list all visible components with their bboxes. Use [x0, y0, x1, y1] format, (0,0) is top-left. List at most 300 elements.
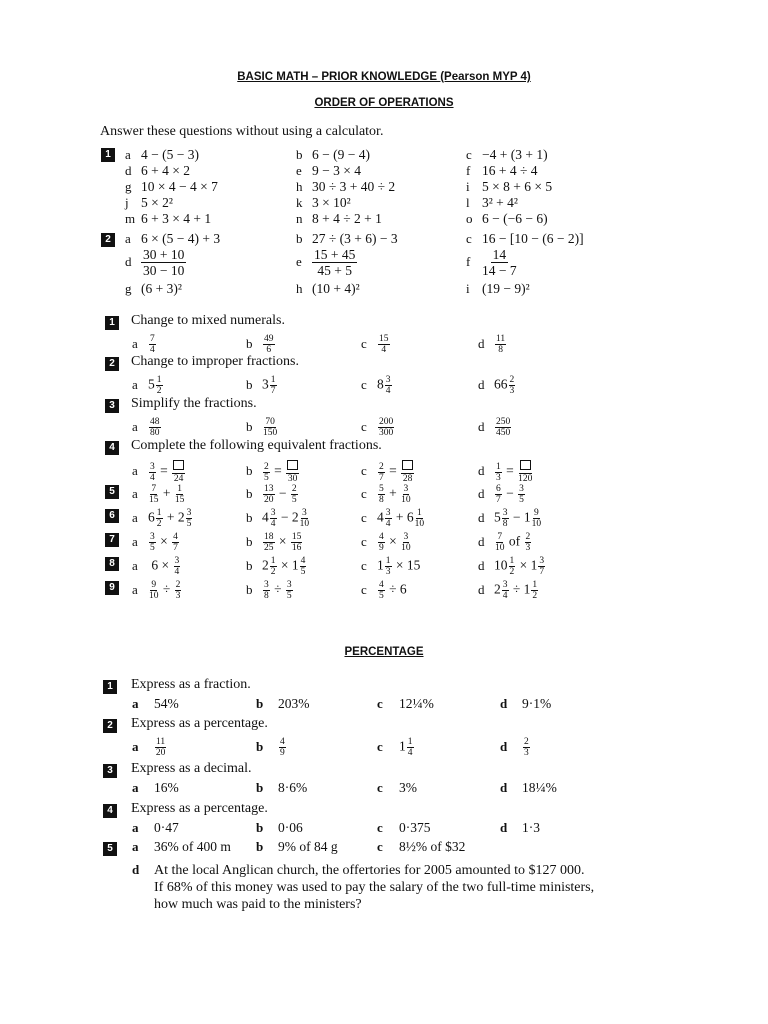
- term: ×: [277, 557, 292, 573]
- denominator: 3: [524, 748, 529, 758]
- question-item: [132, 862, 154, 878]
- numerator: 1: [156, 508, 162, 518]
- question-item: [361, 580, 407, 601]
- question-item: [361, 375, 393, 396]
- denominator: 2: [156, 519, 162, 529]
- question-item: [377, 696, 434, 712]
- question-number-box: 3: [105, 399, 119, 413]
- question-item: [132, 532, 180, 553]
- question-item: [466, 179, 552, 195]
- term: 4: [262, 509, 269, 525]
- answer-value: 36% of 400 m: [154, 839, 231, 854]
- item-letter: b: [256, 839, 264, 854]
- question-number-box: 1: [101, 148, 115, 162]
- question-number-box: 3: [103, 764, 117, 778]
- fraction: [286, 580, 293, 601]
- question-number-box: 2: [101, 233, 115, 247]
- answer-value: 0·375: [399, 820, 431, 835]
- fraction: [378, 532, 385, 553]
- term: 4: [377, 509, 384, 525]
- numerator: 4: [280, 737, 285, 747]
- whole-number: 5: [148, 376, 155, 392]
- question-item: [246, 556, 307, 577]
- item-letter: c: [466, 231, 472, 246]
- numerator: 1: [385, 556, 391, 566]
- item-letter: a: [132, 581, 138, 597]
- term: ×: [385, 533, 401, 549]
- denominator: 5: [300, 567, 306, 577]
- question-item: [478, 417, 512, 438]
- term: of: [505, 533, 524, 549]
- item-letter: d: [478, 418, 485, 434]
- numerator-blank: [401, 460, 414, 474]
- question-text: Change to mixed numerals.: [131, 313, 285, 328]
- fraction: [378, 462, 385, 483]
- denominator: 5: [186, 519, 192, 529]
- equals-sign: =: [385, 463, 401, 479]
- expression: 6 × (5 − 4) + 3: [141, 231, 221, 246]
- question-item: [478, 484, 526, 505]
- fraction: [291, 484, 298, 505]
- fraction: [482, 247, 517, 278]
- fraction: [495, 532, 505, 553]
- denominator: 30 − 10: [143, 263, 185, 278]
- expression: (6 + 3)²: [141, 281, 182, 296]
- numerator: 3: [270, 508, 276, 518]
- numerator: 18: [264, 532, 274, 542]
- answer-value: 203%: [278, 696, 310, 711]
- denominator: 5: [379, 591, 384, 601]
- question-item: [296, 163, 361, 179]
- question-item: [500, 737, 531, 758]
- fraction: [149, 580, 159, 601]
- order-instructions: Answer these questions without using a calculator.: [100, 124, 384, 139]
- item-letter: b: [246, 463, 253, 479]
- question-item: [361, 508, 425, 529]
- answer-value: 9% of 84 g: [278, 839, 338, 854]
- question-number-box: 2: [105, 357, 119, 371]
- numerator: 11: [156, 737, 166, 747]
- question-item: [256, 696, 310, 712]
- numerator: 5: [379, 484, 384, 494]
- question-item: [478, 460, 533, 484]
- fraction: [378, 334, 390, 355]
- question-item: [377, 780, 417, 796]
- expression: 5 × 8 + 6 × 5: [482, 179, 553, 194]
- item-letter: n: [296, 211, 303, 226]
- answer-box: [173, 460, 184, 470]
- question-item: [361, 460, 415, 484]
- fraction: [407, 737, 414, 758]
- item-letter: b: [246, 418, 253, 434]
- denominator: 5: [519, 495, 524, 505]
- question-item: [246, 508, 310, 529]
- denominator: 10: [495, 543, 505, 553]
- item-letter: d: [132, 862, 140, 877]
- item-letter: d: [478, 335, 485, 351]
- item-letter: d: [500, 820, 508, 835]
- fraction: [174, 556, 181, 577]
- question-text: Complete the following equivalent fractions.: [131, 438, 382, 453]
- term: −: [275, 485, 290, 501]
- question-item: [246, 375, 278, 396]
- item-letter: b: [256, 780, 264, 795]
- denominator: 150: [263, 428, 278, 438]
- question-item: [132, 780, 179, 796]
- answer-value: 8½% of $32: [399, 839, 466, 854]
- denominator: 8: [502, 519, 508, 529]
- equals-sign: =: [156, 463, 172, 479]
- item-letter: c: [361, 581, 367, 597]
- question-item: [361, 556, 420, 577]
- denominator: 5: [264, 472, 269, 483]
- expression: 4 − (5 − 3): [141, 147, 199, 162]
- question-item: [246, 417, 278, 438]
- numerator: 7: [151, 484, 157, 494]
- numerator: 3: [539, 556, 545, 566]
- question-item: [125, 147, 199, 163]
- item-letter: c: [361, 463, 367, 479]
- question-item: [125, 247, 186, 278]
- answer-value: 0·47: [154, 820, 179, 835]
- item-letter: b: [246, 557, 253, 573]
- fraction: [175, 484, 185, 505]
- fraction: [149, 532, 156, 553]
- question-number-box: 2: [103, 719, 117, 733]
- term: 10: [494, 557, 508, 573]
- fraction: [172, 532, 179, 553]
- denominator: 2: [532, 591, 538, 601]
- fraction: [149, 484, 159, 505]
- item-letter: m: [125, 211, 136, 226]
- denominator: 5: [286, 591, 292, 601]
- item-letter: b: [256, 820, 264, 835]
- item-letter: a: [132, 376, 138, 392]
- item-letter: c: [377, 780, 383, 795]
- answer-box: [402, 460, 413, 470]
- question-item: [478, 334, 507, 355]
- question-item: [132, 737, 167, 758]
- numerator: 9: [534, 508, 539, 518]
- numerator: 3: [385, 508, 391, 518]
- item-letter: h: [296, 179, 303, 194]
- denominator: 7: [496, 495, 501, 505]
- question-item: [296, 179, 395, 195]
- expression: 16 + 4 ÷ 4: [482, 163, 538, 178]
- word-problem-text: [154, 862, 594, 913]
- fraction: [518, 460, 532, 484]
- question-item: [478, 532, 532, 553]
- question-item: [361, 532, 412, 553]
- item-letter: c: [377, 839, 383, 854]
- question-item: [125, 195, 173, 211]
- item-letter: b: [256, 696, 264, 711]
- item-letter: k: [296, 195, 303, 210]
- fraction: [378, 417, 394, 438]
- numerator: 2: [525, 532, 531, 542]
- fraction: [263, 334, 275, 355]
- term: ×: [516, 557, 531, 573]
- word-problem-line: how much was paid to the ministers?: [154, 897, 362, 912]
- question-item: [132, 508, 193, 529]
- item-letter: a: [132, 335, 138, 351]
- answer-value: 8·6%: [278, 780, 308, 795]
- term: 1: [291, 557, 299, 573]
- question-item: [296, 195, 351, 211]
- question-item: [296, 211, 382, 227]
- question-item: [478, 375, 516, 396]
- fraction: [502, 580, 509, 601]
- item-letter: d: [500, 696, 508, 711]
- denominator: 25: [264, 543, 274, 553]
- question-item: [466, 195, 518, 211]
- denominator: 4: [150, 472, 155, 483]
- item-letter: c: [361, 376, 367, 392]
- term: −: [509, 509, 524, 525]
- question-item: [132, 484, 185, 505]
- numerator: 11: [496, 334, 506, 344]
- numerator: 3: [302, 508, 307, 518]
- numerator: 1: [417, 508, 422, 518]
- item-letter: i: [466, 281, 470, 296]
- item-letter: j: [125, 195, 129, 210]
- item-letter: d: [500, 780, 508, 795]
- fraction: [495, 462, 502, 483]
- fraction: [263, 580, 270, 601]
- term: ×: [156, 533, 172, 549]
- fraction: [509, 556, 516, 577]
- question-item: [478, 556, 546, 577]
- fraction: [312, 247, 357, 278]
- question-number-box: 7: [105, 533, 119, 547]
- numerator: 2: [379, 461, 384, 472]
- numerator: 15: [379, 334, 389, 344]
- item-letter: a: [132, 738, 139, 754]
- question-item: [466, 231, 584, 247]
- answer-value: 18¼%: [522, 780, 557, 795]
- question-item: [296, 231, 398, 247]
- fraction: [525, 532, 532, 553]
- item-letter: b: [246, 376, 253, 392]
- denominator: 2: [270, 567, 276, 577]
- question-item: [125, 281, 182, 297]
- numerator: 3: [519, 484, 524, 494]
- denominator: 120: [518, 474, 533, 484]
- answer-value: 3%: [399, 780, 417, 795]
- fraction: [300, 508, 310, 529]
- term: 2: [291, 509, 299, 525]
- question-text: Simplify the fractions.: [131, 396, 257, 411]
- numerator: 3: [264, 580, 269, 590]
- fraction: [175, 580, 182, 601]
- item-letter: a: [132, 509, 138, 525]
- numerator: 3: [186, 508, 192, 518]
- numerator: 3: [502, 580, 508, 590]
- item-letter: f: [466, 163, 471, 178]
- numerator: 4: [379, 580, 384, 590]
- item-letter: b: [246, 509, 253, 525]
- fraction: [279, 737, 286, 758]
- term: 1: [377, 557, 384, 573]
- item-letter: c: [377, 738, 383, 754]
- item-letter: a: [132, 820, 139, 835]
- term: ÷ 6: [385, 581, 407, 597]
- percentage-heading: PERCENTAGE: [344, 646, 424, 658]
- expression: 27 ÷ (3 + 6) − 3: [312, 231, 398, 246]
- question-text: Change to improper fractions.: [131, 354, 299, 369]
- denominator: 10: [531, 519, 542, 529]
- question-item: [361, 484, 412, 505]
- fraction: [156, 375, 163, 396]
- item-letter: a: [132, 696, 139, 711]
- expression: 6 − (9 − 4): [312, 147, 370, 162]
- fraction: [531, 580, 538, 601]
- term: ÷: [270, 581, 285, 597]
- question-item: [361, 417, 395, 438]
- question-item: [132, 417, 162, 438]
- whole-number: 3: [262, 376, 269, 392]
- fraction: [300, 556, 307, 577]
- fraction: [378, 580, 385, 601]
- numerator: 2: [524, 737, 529, 747]
- item-letter: c: [361, 485, 367, 501]
- page-title: BASIC MATH – PRIOR KNOWLEDGE (Pearson MYP 4): [237, 71, 531, 83]
- expression: 16 − [10 − (6 − 2)]: [482, 231, 584, 246]
- term: 2: [177, 509, 185, 525]
- numerator: 15 + 45: [314, 247, 356, 262]
- question-item: [125, 179, 218, 195]
- denominator: 10: [401, 495, 411, 505]
- question-item: [256, 737, 287, 758]
- denominator: 2: [156, 386, 162, 396]
- question-item: [500, 696, 551, 712]
- numerator: 1: [532, 580, 538, 590]
- expression: 30 ÷ 3 + 40 ÷ 2: [312, 179, 396, 194]
- denominator: 2: [509, 567, 515, 577]
- item-letter: o: [466, 211, 473, 226]
- question-item: [246, 484, 299, 505]
- item-letter: a: [132, 463, 138, 479]
- question-item: [466, 247, 517, 278]
- question-item: [377, 737, 415, 758]
- denominator: 3: [525, 543, 531, 553]
- numerator: 7: [497, 532, 503, 542]
- denominator: 9: [280, 748, 285, 758]
- numerator: 13: [264, 484, 274, 494]
- item-letter: d: [125, 253, 132, 269]
- denominator: 10: [149, 591, 159, 601]
- expression: 10 × 4 − 4 × 7: [141, 179, 218, 194]
- denominator: 7: [539, 567, 545, 577]
- item-letter: a: [132, 780, 139, 795]
- term: ×: [275, 533, 290, 549]
- fraction: [186, 508, 193, 529]
- item-letter: a: [125, 147, 131, 162]
- question-number-box: 6: [105, 509, 119, 523]
- item-letter: c: [466, 147, 472, 162]
- fraction: [155, 737, 166, 758]
- numerator-blank: [286, 460, 299, 474]
- item-letter: d: [478, 581, 485, 597]
- denominator: 10: [401, 543, 411, 553]
- question-item: [377, 820, 431, 836]
- expression: 5 × 2²: [141, 195, 173, 210]
- question-item: [296, 281, 360, 297]
- item-letter: d: [478, 485, 485, 501]
- question-item: [246, 532, 303, 553]
- question-text: Express as a percentage.: [131, 716, 268, 731]
- fraction: [415, 508, 425, 529]
- item-letter: d: [478, 376, 485, 392]
- numerator: 1: [156, 375, 162, 385]
- question-item: [466, 281, 530, 297]
- question-item: [256, 820, 303, 836]
- question-item: [466, 211, 548, 227]
- numerator: 1: [177, 484, 182, 494]
- item-letter: b: [296, 147, 303, 162]
- expression: 3² + 4²: [482, 195, 518, 210]
- fraction: [495, 484, 502, 505]
- denominator: 7: [270, 386, 276, 396]
- question-item: [500, 780, 557, 796]
- numerator: 14: [492, 247, 507, 262]
- question-item: [246, 580, 294, 601]
- item-letter: c: [361, 533, 367, 549]
- fraction: [495, 417, 511, 438]
- denominator: 3: [496, 472, 501, 483]
- expression: (10 + 4)²: [312, 281, 360, 296]
- question-item: [478, 508, 542, 529]
- fraction: [149, 334, 156, 355]
- numerator: 7: [150, 334, 155, 344]
- term: 6: [406, 509, 414, 525]
- item-letter: b: [246, 335, 253, 351]
- denominator: 8: [264, 591, 269, 601]
- item-letter: c: [361, 557, 367, 573]
- question-item: [132, 334, 157, 355]
- fraction: [523, 737, 530, 758]
- denominator: 4: [502, 591, 508, 601]
- numerator: 2: [509, 375, 515, 385]
- numerator: 200: [379, 417, 394, 427]
- item-letter: d: [478, 509, 485, 525]
- numerator: 4: [173, 532, 178, 542]
- whole-number: 66: [494, 376, 508, 392]
- numerator: 3: [150, 461, 155, 472]
- question-number-box: 5: [105, 485, 119, 499]
- term: × 15: [392, 557, 421, 573]
- expression: 6 − (−6 − 6): [482, 211, 548, 226]
- denominator: 4: [174, 567, 180, 577]
- numerator: 3: [150, 532, 155, 542]
- fraction: [401, 532, 411, 553]
- fraction: [263, 532, 275, 553]
- item-letter: c: [361, 335, 367, 351]
- question-item: [296, 247, 357, 278]
- question-item: [296, 147, 370, 163]
- whole-number: 1: [399, 738, 406, 754]
- question-item: [132, 820, 179, 836]
- denominator: 3: [175, 591, 181, 601]
- numerator: 3: [174, 556, 180, 566]
- expression: 6 + 3 × 4 + 1: [141, 211, 212, 226]
- question-item: [478, 580, 539, 601]
- term: ×: [161, 557, 173, 573]
- numerator: 250: [496, 417, 511, 427]
- question-number-box: 8: [105, 557, 119, 571]
- denominator: 450: [496, 428, 511, 438]
- item-letter: a: [132, 533, 138, 549]
